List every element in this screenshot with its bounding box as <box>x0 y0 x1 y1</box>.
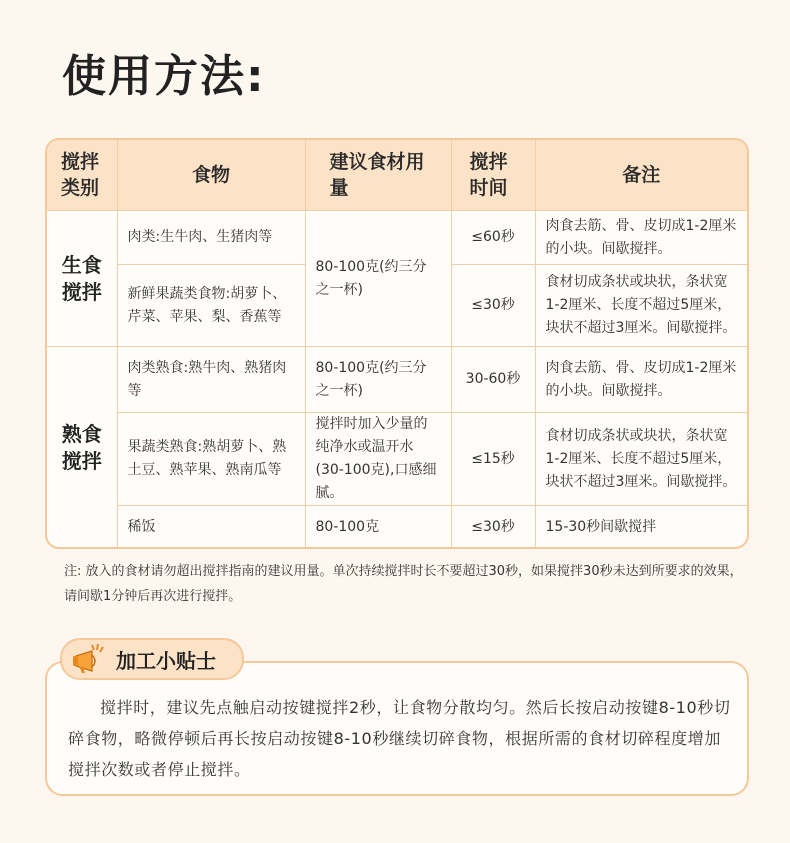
table-row <box>47 347 747 413</box>
header-amount: 建议食材用量 <box>305 140 451 211</box>
note-cell: 食材切成条状或块状，条状宽1-2厘米、长度不超过5厘米，块状不超过3厘米。间歇搅拌。 <box>535 265 747 347</box>
amount-cell: 80-100克(约三分之一杯) <box>305 347 451 413</box>
note-cell: 肉食去筋、骨、皮切成1-2厘米的小块。间歇搅拌。 <box>535 347 747 413</box>
amount-cell: 搅拌时加入少量的纯净水或温开水(30-100克),口感细腻。 <box>305 413 451 506</box>
note-cell: 肉食去筋、骨、皮切成1-2厘米的小块。间歇搅拌。 <box>535 211 747 265</box>
food-cell: 肉类熟食:熟牛肉、熟猪肉等 <box>117 347 305 413</box>
table-row <box>47 211 747 265</box>
category-cooked: 熟食搅拌 <box>47 347 117 550</box>
usage-table <box>45 138 749 549</box>
time-cell: ≤30秒 <box>451 506 535 550</box>
category-raw: 生食搅拌 <box>47 211 117 347</box>
usage-note: 注: 放入的食材请勿超出搅拌指南的建议用量。单次持续搅拌时长不要超过30秒，如果搅拌30秒未达到所要求的效果，请间歇1分钟后再次进行搅拌。 <box>64 564 743 604</box>
tips-text: 搅拌时，建议先点触启动按键搅拌2秒，让食物分散均匀。然后长按启动按键8-10秒切碎食物，略微停顿后再长按启动按键8-10秒继续切碎食物，根据所需的食材切碎程度增加搅拌次数或者停止搅拌。 <box>68 698 731 779</box>
table-row <box>47 506 747 550</box>
note-cell: 食材切成条状或块状，条状宽1-2厘米、长度不超过5厘米，块状不超过3厘米。间歇搅拌。 <box>535 413 747 506</box>
food-cell: 肉类:生牛肉、生猪肉等 <box>117 211 305 265</box>
header-category: 搅拌类别 <box>47 140 117 211</box>
food-cell: 果蔬类熟食:熟胡萝卜、熟土豆、熟苹果、熟南瓜等 <box>117 413 305 506</box>
table-header-row <box>47 140 747 211</box>
amount-cell: 80-100克 <box>305 506 451 550</box>
food-cell: 稀饭 <box>117 506 305 550</box>
megaphone-icon <box>70 642 112 676</box>
time-cell: ≤30秒 <box>451 265 535 347</box>
tips-tag <box>60 638 244 680</box>
header-food: 食物 <box>117 140 305 211</box>
time-cell: 30-60秒 <box>451 347 535 413</box>
header-time: 搅拌时间 <box>451 140 535 211</box>
page-title: 使用方法: <box>62 51 266 102</box>
header-note: 备注 <box>535 140 747 211</box>
amount-cell: 80-100克(约三分之一杯) <box>305 211 451 347</box>
time-cell: ≤15秒 <box>451 413 535 506</box>
tips-label: 加工小贴士 <box>116 648 216 673</box>
table-row <box>47 413 747 506</box>
time-cell: ≤60秒 <box>451 211 535 265</box>
note-cell: 15-30秒间歇搅拌 <box>535 506 747 550</box>
food-cell: 新鲜果蔬类食物:胡萝卜、芹菜、苹果、梨、香蕉等 <box>117 265 305 347</box>
